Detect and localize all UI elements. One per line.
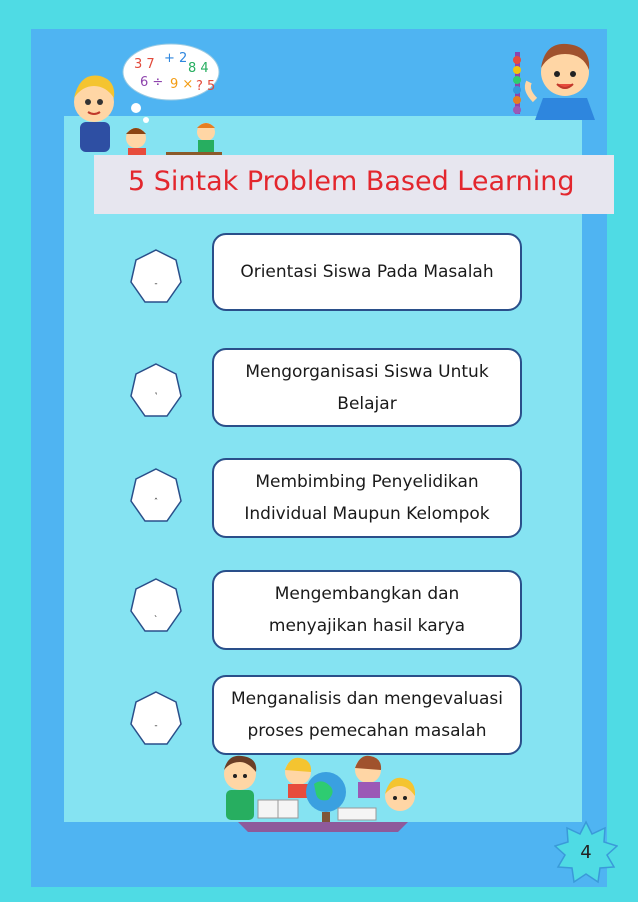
page-number: 4 [580,842,592,863]
svg-text:? 5: ? 5 [196,79,216,94]
svg-text:+ 2: + 2 [164,51,188,66]
step-1-marker [130,248,182,306]
step-2-text: Mengorganisasi Siswa Untuk Belajar [245,361,489,414]
svg-text:8 4: 8 4 [188,61,209,76]
step-1-text: Orientasi Siswa Pada Masalah [240,262,494,282]
heptagon-icon [130,248,182,306]
page-title: 5 Sintak Problem Based Learning [128,166,575,197]
svg-text:6 ÷: 6 ÷ [140,75,164,90]
step-2-number: ʽ [154,393,158,403]
step-5-text: Menganalisis dan mengevaluasi proses pemecahan masalah [231,689,503,741]
step-3-text: Membimbing Penyelidikan Individual Maupun Kelompok [244,472,490,524]
step-3-number: ˆ [153,498,159,508]
kids-thinking-numbers-illustration [66,40,226,170]
step-4-text: Mengembangkan dan menyajikan hasil karya [268,584,466,636]
step-4-marker [130,577,182,635]
step-5-box [212,675,522,755]
boy-with-abacus-illustration [505,30,610,120]
step-3-marker [130,467,182,525]
step-4-number: ˎ [153,608,159,618]
kids-studying-globe-illustration [218,752,423,832]
step-1-number: - [154,279,158,289]
heptagon-icon [130,690,182,748]
step-5-marker [130,690,182,748]
step-4-box [212,570,522,650]
svg-text:3 7: 3 7 [134,57,155,72]
heptagon-icon [130,577,182,635]
step-2-marker [130,362,182,420]
heptagon-icon [130,467,182,525]
step-3-box [212,458,522,538]
heptagon-icon [130,362,182,420]
svg-text:9 ×: 9 × [170,77,194,92]
page-number-badge [554,820,618,884]
step-1-box [212,233,522,311]
step-2-box [212,348,522,427]
step-5-number: - [154,721,158,731]
